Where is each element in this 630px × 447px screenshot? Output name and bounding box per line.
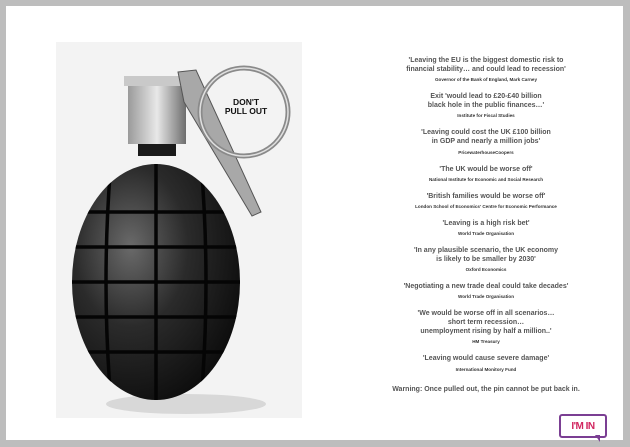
quote-text: 'Leaving could cost the UK £100 billion in GDP and nearly a million jobs' bbox=[421, 129, 551, 146]
grenade-photo bbox=[56, 42, 302, 418]
quote-source: Oxford Economics bbox=[465, 267, 507, 273]
fuse-head bbox=[128, 82, 186, 144]
quote-list bbox=[366, 56, 606, 382]
poster bbox=[6, 6, 623, 440]
quote-item bbox=[366, 92, 606, 118]
quote-text: Exit 'would lead to £20-£40 billion black hole in the public finances…' bbox=[427, 93, 545, 110]
quote-item bbox=[366, 128, 606, 154]
quote-item bbox=[366, 282, 606, 299]
grenade-grooves bbox=[66, 160, 246, 404]
pin-label: DON'T PULL OUT bbox=[224, 97, 268, 117]
quote-source: PricewaterhouseCoopers bbox=[458, 149, 514, 155]
im-in-logo: I'M IN bbox=[559, 414, 607, 438]
logo-speech-tail bbox=[595, 435, 600, 442]
quote-item bbox=[366, 192, 606, 209]
quote-item bbox=[366, 246, 606, 272]
warning-text: Warning: Once pulled out, the pin cannot be put back in. bbox=[392, 386, 580, 393]
quote-source: London School of Economics' Centre for Economic Performance bbox=[415, 203, 557, 209]
quote-source: World Trade Organisation bbox=[457, 294, 515, 300]
quote-source: Governor of the Bank of England, Mark Carney bbox=[434, 77, 538, 83]
quote-source: Institute for Fiscal Studies bbox=[457, 113, 515, 119]
shadow bbox=[106, 394, 266, 414]
quote-text: 'Negotiating a new trade deal could take decades' bbox=[403, 283, 569, 291]
quote-source: International Monitory Fund bbox=[455, 366, 517, 372]
quote-item bbox=[366, 56, 606, 82]
quote-text: 'Leaving is a high risk bet' bbox=[442, 219, 530, 227]
quote-item bbox=[366, 354, 606, 371]
quote-source: National Institute for Economic and Social Research bbox=[428, 176, 544, 182]
quote-item bbox=[366, 309, 606, 344]
quote-source: HM Treasury bbox=[472, 339, 500, 345]
quote-text: 'British families would be worse off' bbox=[426, 192, 546, 200]
quote-source: World Trade Organisation bbox=[457, 230, 515, 236]
quote-text: 'The UK would be worse off' bbox=[439, 165, 533, 173]
quote-text: 'Leaving the EU is the biggest domestic risk to financial stability… and could lead to recession' bbox=[406, 57, 566, 74]
quote-item bbox=[366, 219, 606, 236]
quote-text: 'Leaving would cause severe damage' bbox=[422, 355, 550, 363]
quote-text: 'In any plausible scenario, the UK economy is likely to be smaller by 2030' bbox=[413, 246, 559, 263]
quote-text: 'We would be worse off in all scenarios… short term recession… unemployment rising by half a million..' bbox=[417, 310, 555, 336]
quote-item bbox=[366, 165, 606, 182]
